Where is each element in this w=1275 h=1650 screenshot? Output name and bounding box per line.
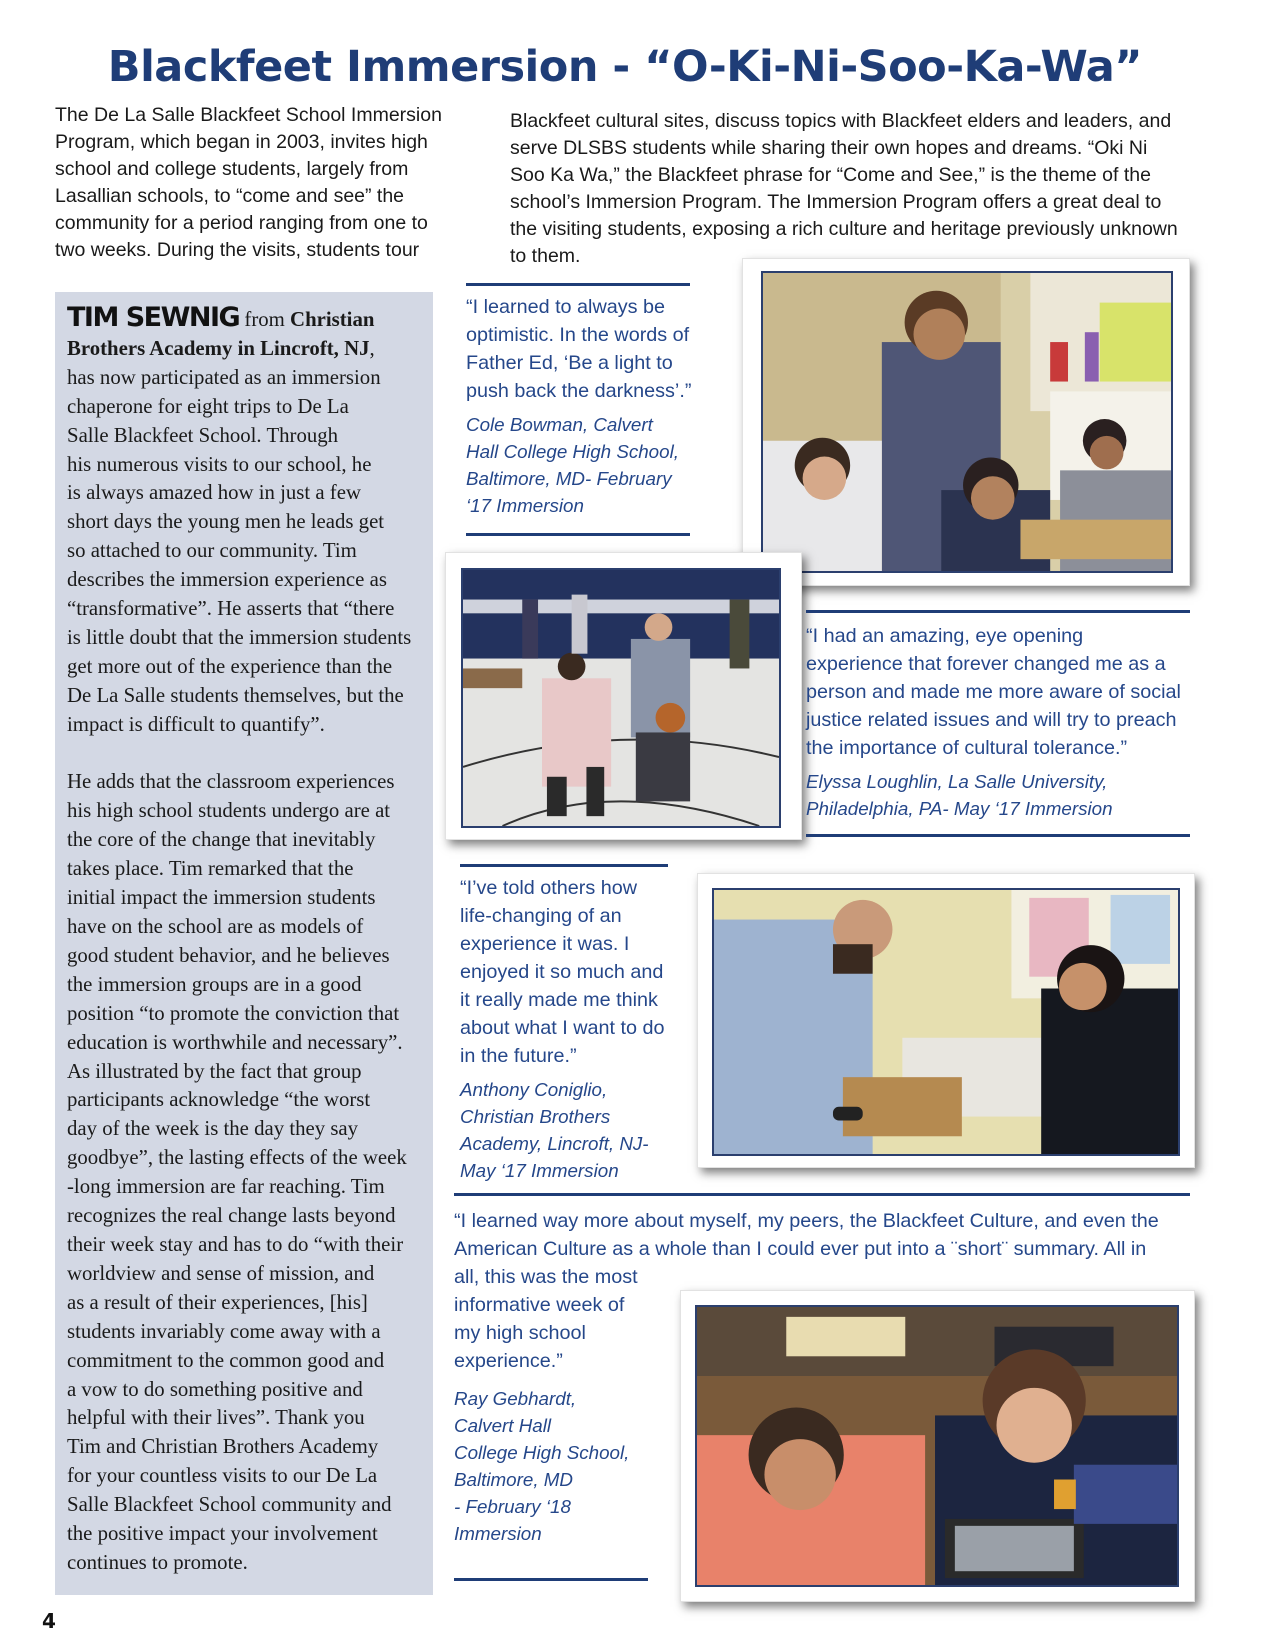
sidebar-line: describes the immersion experience as xyxy=(67,568,387,592)
sidebar-line: his high school students undergo are at xyxy=(67,799,391,823)
attribution-line: Philadelphia, PA- May ‘17 Immersion xyxy=(806,798,1113,819)
intro-line: school’s Immersion Program. The Immersion Program offers a great deal to xyxy=(510,191,1162,213)
intro-line: Program, which began in 2003, invites high xyxy=(55,131,428,153)
attribution-line: Hall College High School, xyxy=(466,441,679,462)
sidebar-line: day of the week is the day they say xyxy=(67,1117,359,1141)
attribution-line: Academy, Lincroft, NJ- xyxy=(460,1133,649,1154)
classroom-help-photo xyxy=(761,271,1173,573)
quote-1-bottom-rule xyxy=(466,533,690,536)
sidebar-line: worldview and sense of mission, and xyxy=(67,1261,375,1285)
intro-line: to them. xyxy=(510,245,581,267)
attribution-line: Baltimore, MD xyxy=(454,1469,573,1490)
sidebar-line: students invariably come away with a xyxy=(67,1319,381,1343)
sidebar-line: his numerous visits to our school, he xyxy=(67,452,372,476)
sidebar-line: position “to promote the conviction that xyxy=(67,1001,400,1025)
attribution-line: Cole Bowman, Calvert xyxy=(466,414,653,435)
sidebar-line: so attached to our community. Tim xyxy=(67,539,357,563)
quote-line: Father Ed, ‘Be a light to xyxy=(466,352,673,374)
quote-line: “I had an amazing, eye opening xyxy=(806,625,1084,647)
sidebar-line: -long immersion are far reaching. Tim xyxy=(67,1175,385,1199)
intro-column-1 xyxy=(55,102,455,264)
sidebar-line: have on the school are as models of xyxy=(67,915,364,939)
intro-line: the visiting students, exposing a rich culture and heritage previously unknown xyxy=(510,218,1178,240)
attribution-line: ‘17 Immersion xyxy=(466,495,584,516)
sidebar-line: takes place. Tim remarked that the xyxy=(67,857,354,881)
sidebar-line: initial impact the immersion students xyxy=(67,886,376,910)
sidebar-line: participants acknowledge “the worst xyxy=(67,1088,371,1112)
quote-line: “I’ve told others how xyxy=(460,877,638,899)
page-number: 4 xyxy=(42,1609,56,1633)
quote-line: about what I want to do xyxy=(460,1017,665,1039)
quote-3 xyxy=(460,874,690,1184)
sidebar-line: for your countless visits to our De La xyxy=(67,1464,378,1488)
sidebar-line: chaperone for eight trips to De La xyxy=(67,394,349,418)
sidebar-line: As illustrated by the fact that group xyxy=(67,1059,362,1083)
quote-line: in the future.” xyxy=(460,1045,577,1067)
sidebar-line: short days the young men he leads get xyxy=(67,510,385,534)
quote-line: experience.” xyxy=(454,1350,563,1372)
quote-line: “I learned to always be xyxy=(466,296,666,318)
quote-1 xyxy=(466,293,706,519)
sidebar-line: Salle Blackfeet School community and xyxy=(67,1493,392,1517)
attribution-line: Baltimore, MD- February xyxy=(466,468,672,489)
sidebar-line: their week stay and has to do “with their xyxy=(67,1232,404,1256)
sidebar-line: continues to promote. xyxy=(67,1550,248,1574)
intro-line: Lasallian schools, to “come and see” the xyxy=(55,185,405,207)
attribution-line: Immersion xyxy=(454,1523,542,1544)
intro-line: serve DLSBS students while sharing their own hopes and dreams. “Oki Ni xyxy=(510,137,1148,159)
attribution-line: Elyssa Loughlin, La Salle University, xyxy=(806,771,1108,792)
intro-line: school and college students, largely from xyxy=(55,158,409,180)
quote-3-text xyxy=(460,874,690,1070)
quote-3-attribution xyxy=(460,1076,690,1184)
quote-line: informative week of xyxy=(454,1294,625,1316)
quote-line: all, this was the most xyxy=(454,1266,638,1288)
teacher-student-photo xyxy=(712,888,1180,1156)
sidebar-line: has now participated as an immersion xyxy=(67,365,381,389)
quote-line: my high school xyxy=(454,1322,586,1344)
attribution-line: May ‘17 Immersion xyxy=(460,1160,619,1181)
quote-2-text xyxy=(806,622,1226,762)
quote-2-bottom-rule xyxy=(806,834,1190,837)
quote-line: push back the darkness’.” xyxy=(466,380,692,402)
intro-line: Blackfeet cultural sites, discuss topics with Blackfeet elders and leaders, and xyxy=(510,110,1172,132)
quote-3-top-rule xyxy=(460,864,668,867)
quote-line: person and made me more aware of social xyxy=(806,681,1181,703)
tim-sewnig-sidebar xyxy=(55,292,433,1595)
photo-frame-teacher-student xyxy=(697,873,1195,1168)
sidebar-paragraph-1 xyxy=(67,304,421,740)
photo-frame-basketball xyxy=(445,552,802,840)
photo-frame-classroom-help xyxy=(742,258,1190,586)
sidebar-from: from xyxy=(239,308,291,331)
quote-1-attribution xyxy=(466,411,706,519)
quote-2-top-rule xyxy=(806,610,1190,613)
sidebar-line: is always amazed how in just a few xyxy=(67,481,361,505)
quote-line: American Culture as a whole than I could ever put into a ¨short¨ summary. All in xyxy=(454,1238,1147,1260)
quote-line: the importance of cultural tolerance.” xyxy=(806,737,1128,759)
sidebar-line: recognizes the real change lasts beyond xyxy=(67,1204,396,1228)
quote-2 xyxy=(806,622,1226,822)
attribution-line: Christian Brothers xyxy=(460,1106,611,1127)
sidebar-line: Salle Blackfeet School. Through xyxy=(67,423,339,447)
sidebar-line: good student behavior, and he believes xyxy=(67,943,390,967)
quote-1-text xyxy=(466,293,706,405)
attribution-line: - February ‘18 xyxy=(454,1496,571,1517)
sidebar-line: a vow to do something positive and xyxy=(67,1377,363,1401)
sidebar-line: the core of the change that inevitably xyxy=(67,828,376,852)
intro-column-2 xyxy=(510,108,1210,270)
quote-line: justice related issues and will try to preach xyxy=(806,709,1177,731)
sidebar-comma: , xyxy=(369,336,375,360)
sidebar-line: goodbye”, the lasting effects of the week xyxy=(67,1146,407,1170)
attribution-line: Calvert Hall xyxy=(454,1415,552,1436)
sidebar-school: Christian Brothers Academy in Lincroft, NJ xyxy=(67,308,375,360)
quote-line: “I learned way more about myself, my peers, the Blackfeet Culture, and even the xyxy=(454,1210,1159,1232)
quote-line: experience that forever changed me as a xyxy=(806,653,1166,675)
tablet-students-photo xyxy=(695,1305,1179,1587)
quote-1-top-rule xyxy=(466,283,690,286)
quote-line: it really made me think xyxy=(460,989,658,1011)
sidebar-line: is little doubt that the immersion students xyxy=(67,625,412,649)
sidebar-line: impact is difficult to quantify”. xyxy=(67,712,325,736)
intro-line: two weeks. During the visits, students tour xyxy=(55,239,420,261)
sidebar-line: “transformative”. He asserts that “there xyxy=(67,597,395,621)
quote-line: enjoyed it so much and xyxy=(460,961,664,983)
sidebar-line: De La Salle students themselves, but the xyxy=(67,683,404,707)
sidebar-paragraph-2 xyxy=(67,768,421,1577)
intro-line: Soo Ka Wa,” the Blackfeet phrase for “Come and See,” is the theme of the xyxy=(510,164,1151,186)
sidebar-line: He adds that the classroom experiences xyxy=(67,770,395,794)
attribution-line: College High School, xyxy=(454,1442,630,1463)
quote-line: experience it was. I xyxy=(460,933,630,955)
sidebar-line: the positive impact your involvement xyxy=(67,1522,378,1546)
intro-line: community for a period ranging from one to xyxy=(55,212,428,234)
sidebar-line: Tim and Christian Brothers Academy xyxy=(67,1435,379,1459)
basketball-photo xyxy=(461,568,781,828)
quote-2-attribution xyxy=(806,768,1226,822)
page-title: Blackfeet Immersion - “O-Ki-Ni-Soo-Ka-Wa” xyxy=(107,42,1142,92)
sidebar-line: commitment to the common good and xyxy=(67,1348,385,1372)
attribution-line: Anthony Coniglio, xyxy=(460,1079,608,1100)
quote-4-top-rule xyxy=(454,1193,1190,1196)
sidebar-name: TIM SEWNIG xyxy=(67,302,240,333)
sidebar-line: helpful with their lives”. Thank you xyxy=(67,1406,365,1430)
sidebar-line: education is worthwhile and necessary”. xyxy=(67,1030,403,1054)
quote-line: optimistic. In the words of xyxy=(466,324,690,346)
attribution-line: Ray Gebhardt, xyxy=(454,1388,577,1409)
photo-frame-tablet-students xyxy=(680,1290,1195,1602)
quote-4-bottom-rule xyxy=(454,1578,648,1581)
intro-line: The De La Salle Blackfeet School Immersion xyxy=(55,104,442,126)
sidebar-line: get more out of the experience than the xyxy=(67,654,393,678)
sidebar-line: as a result of their experiences, [his] xyxy=(67,1290,368,1314)
sidebar-line: the immersion groups are in a good xyxy=(67,972,362,996)
quote-line: life-changing of an xyxy=(460,905,622,927)
